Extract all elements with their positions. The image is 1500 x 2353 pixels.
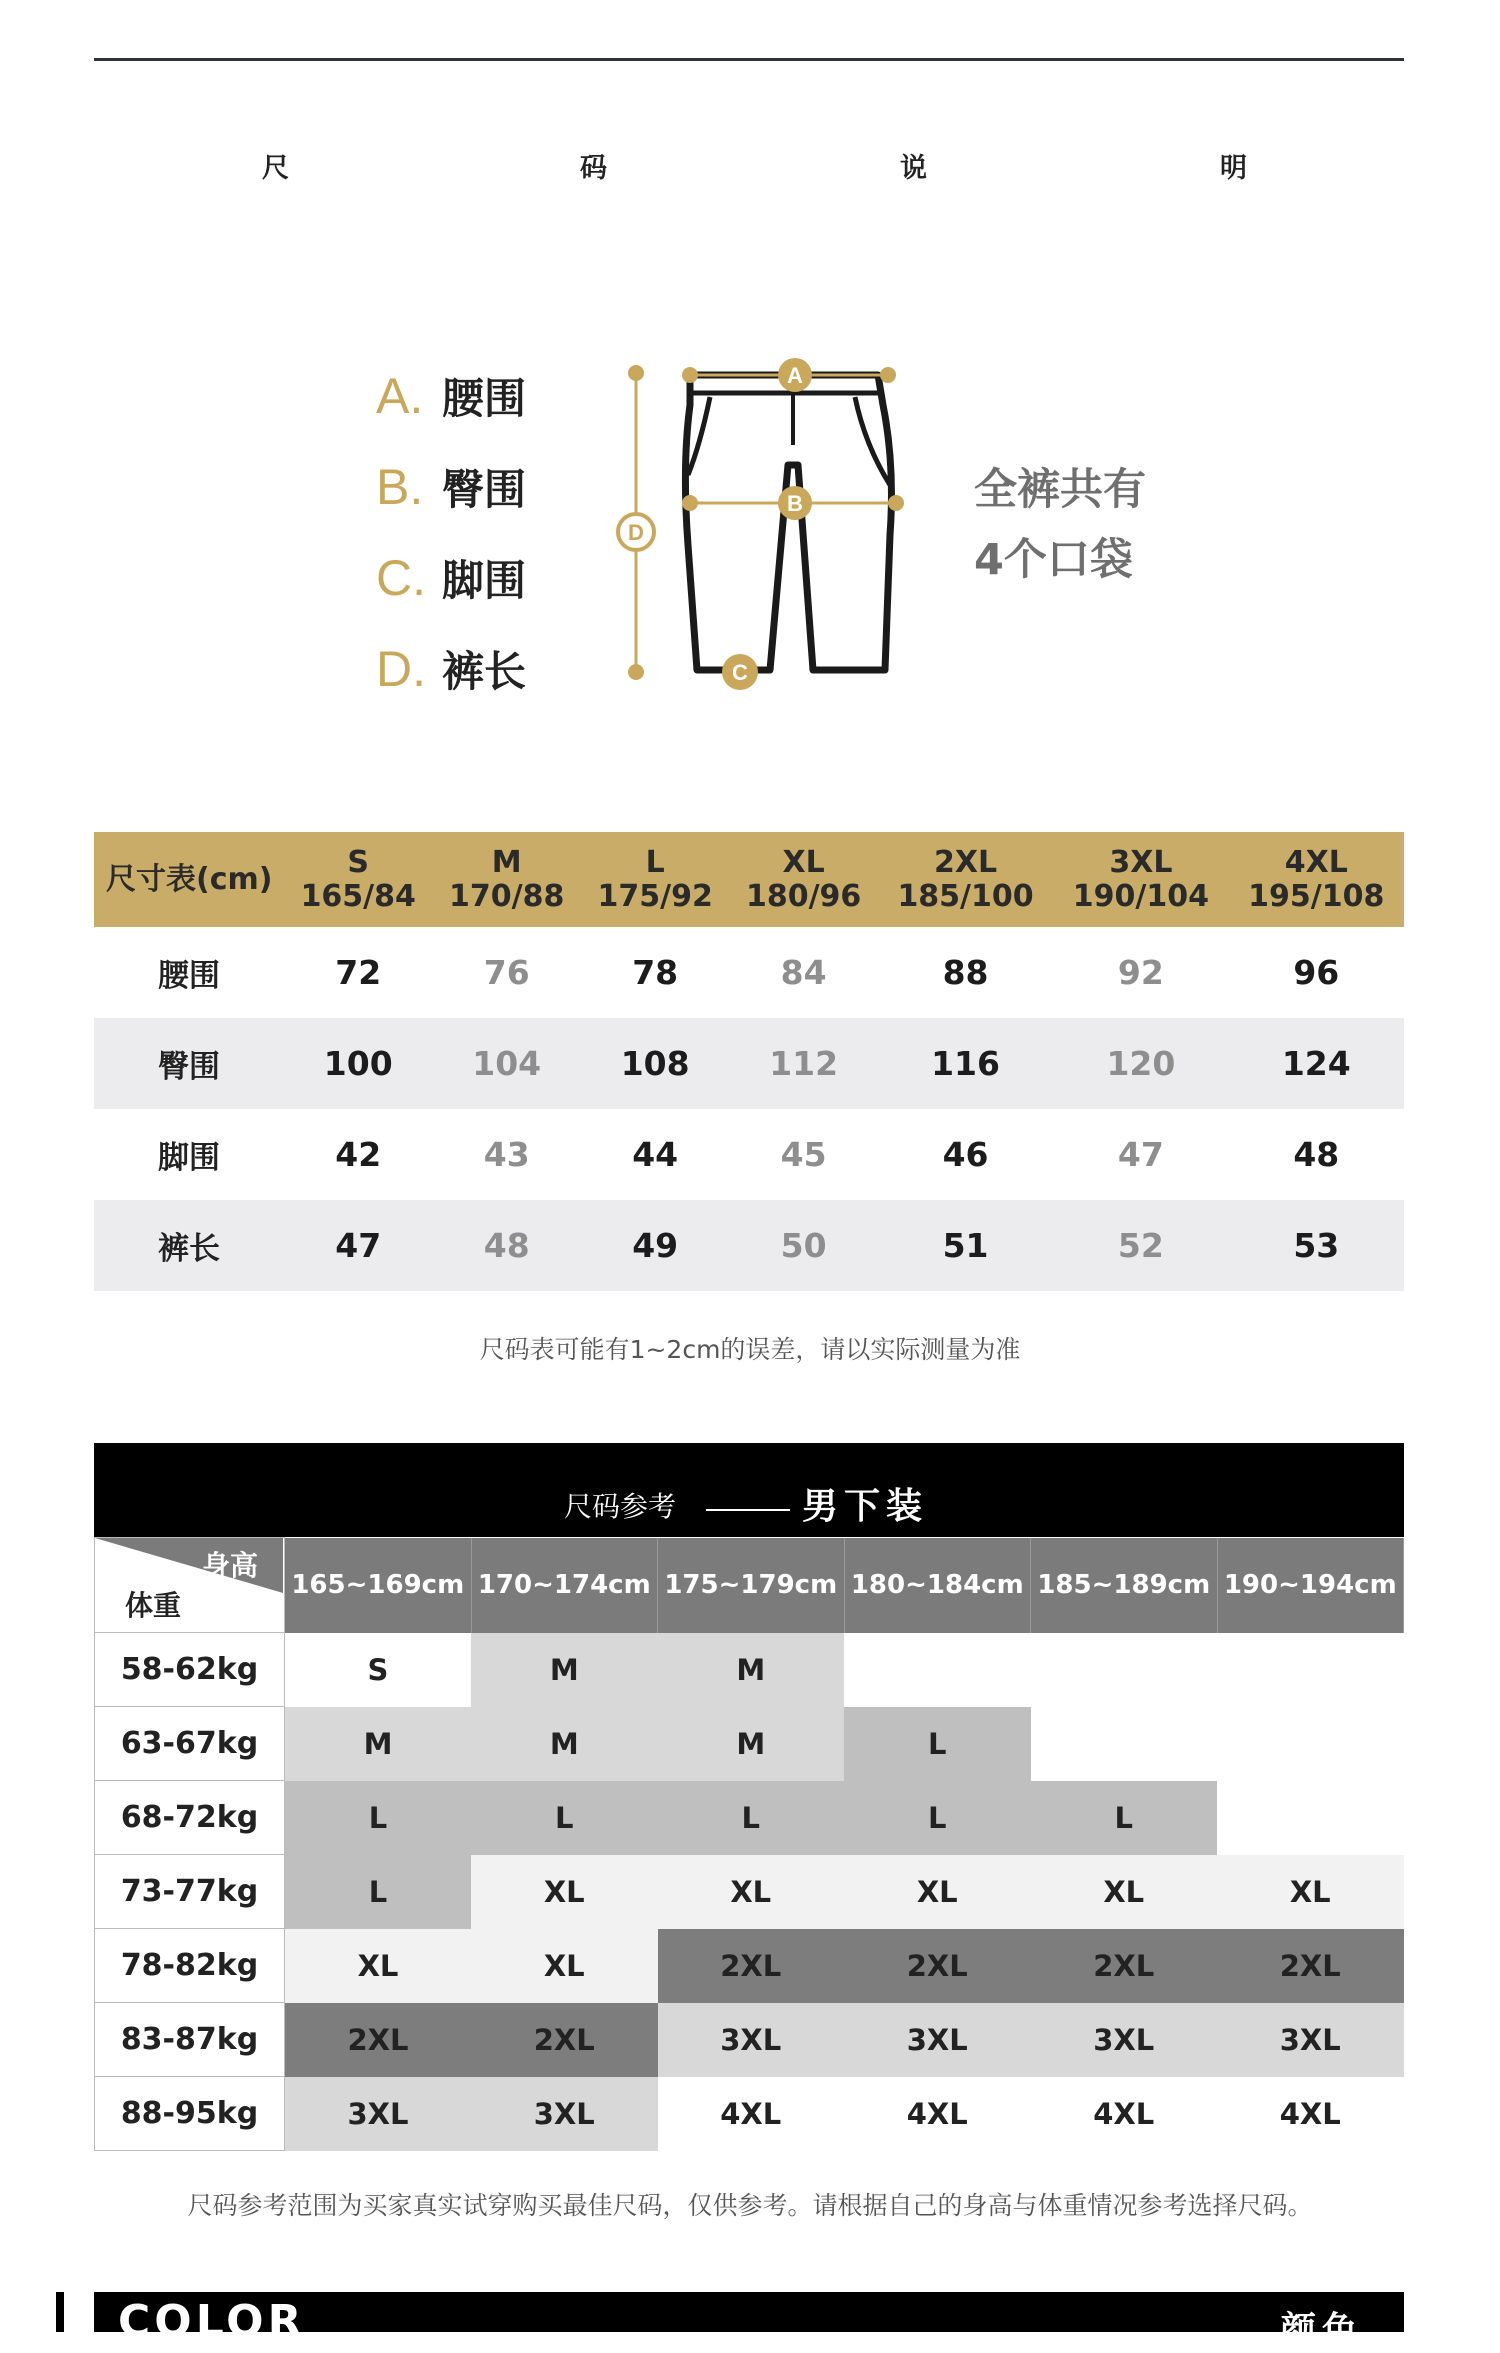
size-cell: 2XL — [1031, 1929, 1218, 2003]
size-reference-table — [94, 1537, 1404, 2151]
size-header — [878, 832, 1053, 927]
size-spec: 170/88 — [449, 878, 565, 914]
table-cell: 112 — [729, 1018, 877, 1109]
size-cell: 3XL — [844, 2003, 1031, 2077]
table-row — [95, 2077, 1404, 2151]
reference-header-small: 尺码参考 — [564, 1490, 677, 1523]
size-cell: M — [471, 1633, 658, 1707]
size-cell: 3XL — [658, 2003, 845, 2077]
table-row — [94, 1109, 1404, 1200]
title-char: 明 — [1220, 153, 1247, 184]
size-spec: 175/92 — [597, 878, 713, 914]
size-header — [284, 832, 432, 927]
height-header-row — [95, 1538, 1404, 1633]
reference-header — [94, 1443, 1404, 1537]
size-cell: 2XL — [1217, 1929, 1404, 2003]
size-spec: 165/84 — [300, 878, 416, 914]
table-row — [94, 927, 1404, 1018]
table-cell: 78 — [632, 953, 679, 992]
table-row — [94, 1018, 1404, 1109]
size-chart-table — [94, 832, 1404, 1291]
table-cell: 49 — [581, 1200, 729, 1291]
size-cell — [844, 1633, 1031, 1707]
reference-note: 尺码参考范围为买家真实试穿购买最佳尺码，仅供参考。请根据自己的身高与体重情况参考选择尺码。 — [187, 2191, 1313, 2220]
pocket-note-line1: 全裤共有 — [974, 465, 1146, 515]
table-row — [95, 1855, 1404, 1929]
hip-end-dot — [682, 495, 698, 511]
size-cell: XL — [844, 1855, 1031, 1929]
legend-label: 腰围 — [442, 373, 527, 423]
table-cell: 108 — [581, 1018, 729, 1109]
weight-label: 58-62kg — [95, 1633, 285, 1707]
size-header — [432, 832, 580, 927]
size-cell: 4XL — [1031, 2077, 1218, 2151]
size-cell: M — [658, 1633, 845, 1707]
size-cell: XL — [471, 1929, 658, 2003]
legend-item-hem — [376, 532, 526, 623]
size-cell: L — [844, 1781, 1031, 1855]
table-cell: 104 — [432, 1018, 580, 1109]
height-header: 185~189cm — [1031, 1538, 1218, 1633]
reference-header-dash — [706, 1509, 790, 1511]
size-cell: XL — [471, 1855, 658, 1929]
size-cell — [1217, 1633, 1404, 1707]
size-spec: 180/96 — [745, 878, 862, 914]
corner-height-label: 身高 — [201, 1549, 258, 1582]
marker-b-label: B — [787, 491, 803, 516]
size-cell: 4XL — [658, 2077, 845, 2151]
weight-label: 73-77kg — [95, 1855, 285, 1929]
marker-d-label: D — [628, 520, 644, 545]
size-cell — [1031, 1633, 1218, 1707]
size-cell: 4XL — [844, 2077, 1031, 2151]
size-cell — [1031, 1707, 1218, 1781]
corner-weight-label: 体重 — [125, 1589, 182, 1622]
size-cell: 3XL — [1217, 2003, 1404, 2077]
table-row — [95, 1633, 1404, 1707]
length-end-dot — [628, 664, 644, 680]
legend-letter: C. — [376, 549, 426, 606]
size-cell: XL — [658, 1855, 845, 1929]
table-cell: 45 — [780, 1135, 827, 1174]
table-cell: 116 — [878, 1018, 1053, 1109]
length-end-dot — [628, 365, 644, 381]
height-header: 180~184cm — [844, 1538, 1031, 1633]
table-cell: 88 — [942, 953, 989, 992]
table-row — [95, 1707, 1404, 1781]
size-cell: L — [844, 1707, 1031, 1781]
bottom-accent — [56, 2292, 64, 2332]
size-cell: 4XL — [1217, 2077, 1404, 2151]
waist-end-dot — [682, 367, 698, 383]
size-cell: 2XL — [471, 2003, 658, 2077]
size-label: S — [347, 844, 370, 880]
size-cell: L — [658, 1781, 845, 1855]
size-cell: S — [285, 1633, 472, 1707]
size-header — [581, 832, 729, 927]
size-header — [1053, 832, 1228, 927]
pants-diagram — [600, 345, 920, 705]
table-cell: 72 — [335, 953, 382, 992]
pocket-note — [974, 455, 1146, 595]
reference-header-big: 男下装 — [802, 1486, 929, 1527]
size-cell: XL — [285, 1929, 472, 2003]
legend-label: 臀围 — [442, 464, 527, 514]
table-row — [95, 1929, 1404, 2003]
height-header: 190~194cm — [1217, 1538, 1404, 1633]
table-cell: 42 — [335, 1135, 382, 1174]
title-char: 尺 — [262, 153, 289, 184]
legend-letter: D. — [376, 640, 426, 697]
row-label: 腰围 — [158, 958, 220, 994]
legend-label: 裤长 — [442, 646, 527, 696]
size-label: L — [645, 844, 665, 880]
height-header: 175~179cm — [658, 1538, 845, 1633]
weight-label: 63-67kg — [95, 1707, 285, 1781]
size-cell: M — [471, 1707, 658, 1781]
size-cell: XL — [1031, 1855, 1218, 1929]
weight-label: 88-95kg — [95, 2077, 285, 2151]
table-cell: 44 — [632, 1135, 679, 1174]
size-cell: L — [285, 1781, 472, 1855]
table-cell: 124 — [1229, 1018, 1404, 1109]
size-label: M — [491, 844, 522, 880]
size-cell: 2XL — [285, 2003, 472, 2077]
size-cell: 3XL — [1031, 2003, 1218, 2077]
size-label: 4XL — [1284, 844, 1348, 880]
table-cell: 47 — [284, 1200, 432, 1291]
row-label: 裤长 — [94, 1200, 284, 1291]
measurement-legend — [376, 350, 526, 714]
table-cell: 92 — [1117, 953, 1164, 992]
weight-label: 83-87kg — [95, 2003, 285, 2077]
marker-c-label: C — [732, 660, 748, 685]
table-cell: 43 — [483, 1135, 530, 1174]
weight-label: 78-82kg — [95, 1929, 285, 2003]
legend-label: 脚围 — [442, 555, 527, 605]
table-row — [95, 1781, 1404, 1855]
table-cell: 51 — [878, 1200, 1053, 1291]
size-spec: 195/108 — [1248, 878, 1385, 914]
table-cell: 84 — [780, 953, 827, 992]
title-char: 说 — [900, 153, 927, 184]
table-row — [94, 1200, 1404, 1291]
legend-item-length — [376, 623, 526, 714]
table-row — [95, 2003, 1404, 2077]
size-cell: 3XL — [285, 2077, 472, 2151]
size-cell: XL — [1217, 1855, 1404, 1929]
table-cell: 100 — [284, 1018, 432, 1109]
table-cell: 48 — [1293, 1135, 1340, 1174]
height-header: 170~174cm — [471, 1538, 658, 1633]
table-cell: 53 — [1229, 1200, 1404, 1291]
pocket-note-line2: 4个口袋 — [974, 535, 1133, 585]
size-header-row — [94, 832, 1404, 927]
size-cell — [1217, 1781, 1404, 1855]
hip-end-dot — [888, 495, 904, 511]
legend-letter: A. — [376, 367, 424, 424]
table-cell: 47 — [1117, 1135, 1164, 1174]
height-header: 165~169cm — [285, 1538, 472, 1633]
size-cell: M — [658, 1707, 845, 1781]
table-cell: 120 — [1053, 1018, 1228, 1109]
size-cell — [1217, 1707, 1404, 1781]
size-spec: 190/104 — [1072, 878, 1209, 914]
row-label: 臀围 — [94, 1018, 284, 1109]
size-label: 2XL — [933, 844, 998, 880]
size-header — [1229, 832, 1404, 927]
size-note: 尺码表可能有1~2cm的误差，请以实际测量为准 — [479, 1335, 1021, 1364]
size-cell: L — [471, 1781, 658, 1855]
size-cell: L — [1031, 1781, 1218, 1855]
table-cell: 48 — [432, 1200, 580, 1291]
size-table-corner: 尺寸表(cm) — [94, 832, 284, 927]
legend-item-hip — [376, 441, 526, 532]
color-section-title: COLOR — [118, 2296, 306, 2347]
table-cell: 76 — [483, 953, 530, 992]
size-label: XL — [782, 844, 825, 880]
size-cell: 2XL — [844, 1929, 1031, 2003]
title-char: 码 — [580, 153, 607, 184]
table-cell: 46 — [942, 1135, 989, 1174]
size-cell: 3XL — [471, 2077, 658, 2151]
legend-item-waist — [376, 350, 526, 441]
top-divider — [94, 58, 1404, 61]
size-cell: L — [285, 1855, 472, 1929]
waist-end-dot — [880, 367, 896, 383]
marker-a-label: A — [787, 363, 803, 388]
row-label: 脚围 — [158, 1140, 220, 1176]
table-cell: 96 — [1293, 953, 1340, 992]
size-cell: M — [285, 1707, 472, 1781]
size-spec: 185/100 — [897, 878, 1034, 914]
legend-letter: B. — [376, 458, 424, 515]
weight-label: 68-72kg — [95, 1781, 285, 1855]
size-cell: 2XL — [658, 1929, 845, 2003]
reference-corner — [95, 1538, 285, 1633]
size-label: 3XL — [1109, 844, 1173, 880]
page-title — [0, 146, 1500, 186]
size-header — [729, 832, 877, 927]
table-cell: 52 — [1053, 1200, 1228, 1291]
color-section-title-cn: 颜色 — [1280, 2310, 1365, 2351]
table-cell: 50 — [729, 1200, 877, 1291]
